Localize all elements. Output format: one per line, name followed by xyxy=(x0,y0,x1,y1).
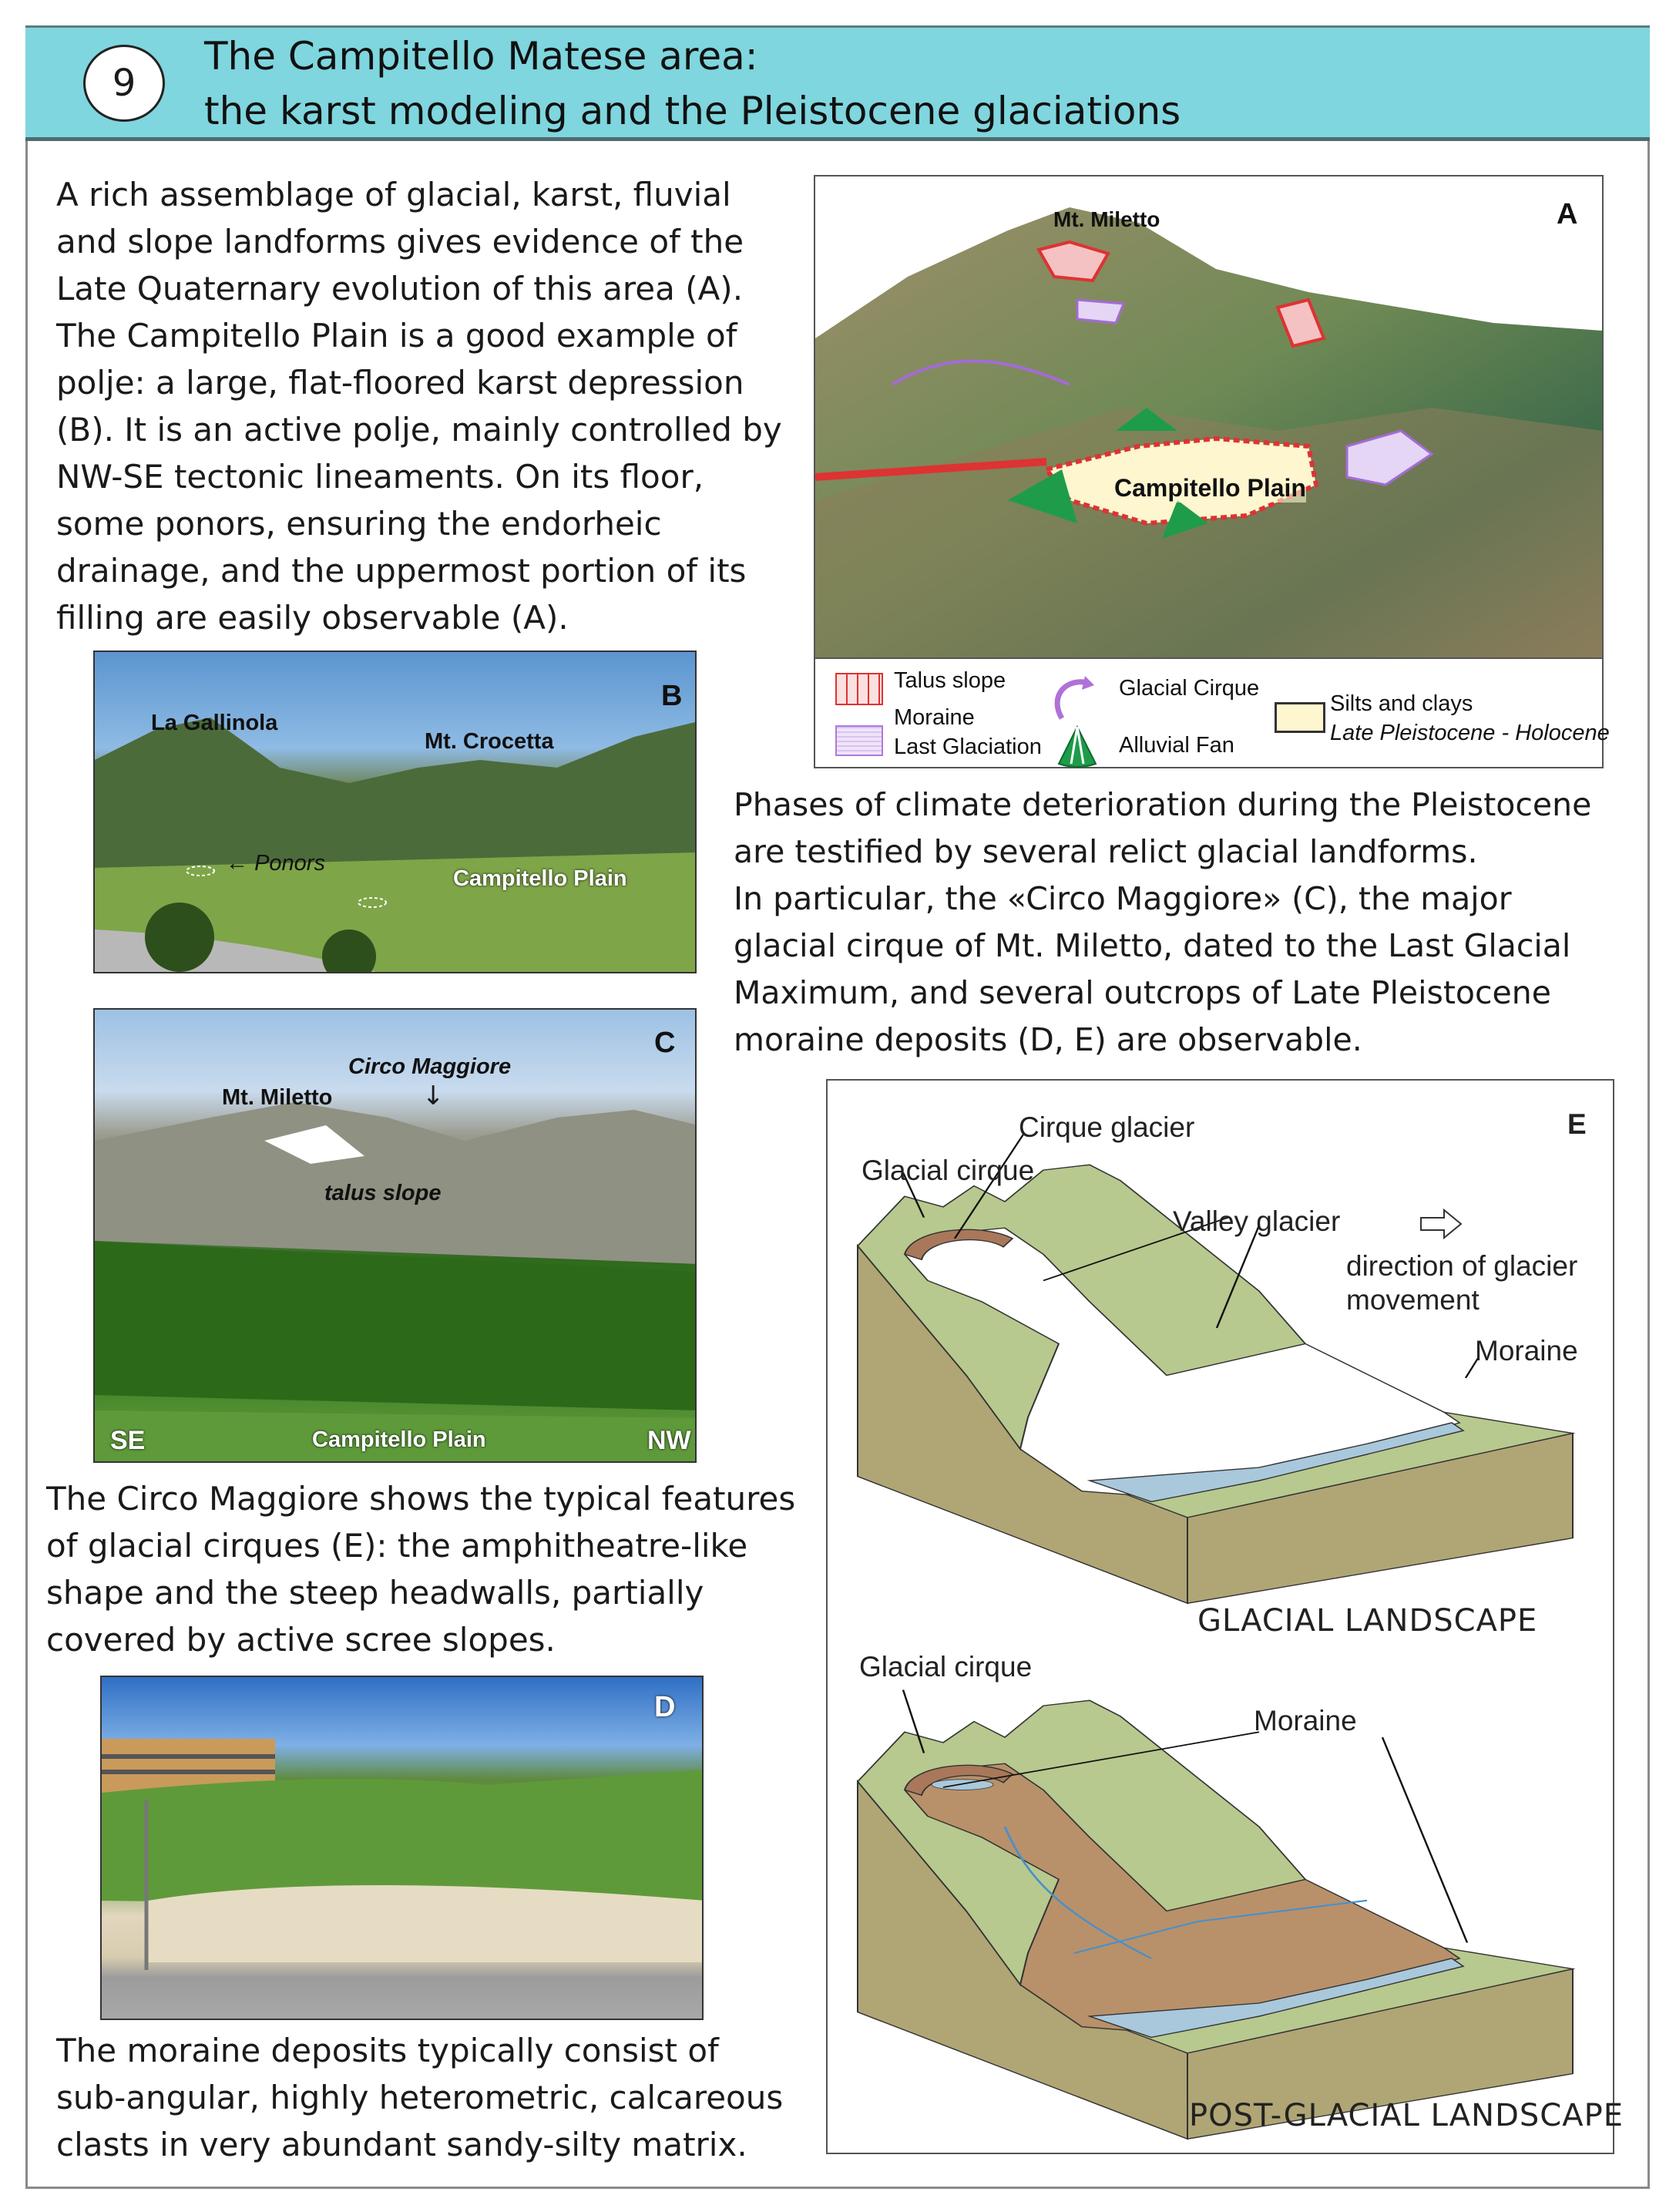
caption-post-glacial-landscape: POST-GLACIAL LANDSCAPE xyxy=(1189,2098,1624,2133)
label-campitello-plain: Campitello Plain xyxy=(453,866,627,891)
text-line: filling are easily observable (A). xyxy=(56,599,569,637)
label-campitello-plain: Campitello Plain xyxy=(1114,474,1306,502)
label-glacial-cirque-2: Glacial cirque xyxy=(859,1651,1033,1683)
legend-silts-clays: Silts and clays xyxy=(1330,691,1473,716)
circo-paragraph xyxy=(46,1475,795,1663)
legend-alluvial-fan: Alluvial Fan xyxy=(1119,733,1234,758)
text-line: and slope landforms gives evidence of the xyxy=(56,223,744,261)
text-line: shape and the steep headwalls, partially xyxy=(46,1574,704,1612)
text-line: clasts in very abundant sandy-silty matrix. xyxy=(56,2126,747,2163)
page-title xyxy=(204,29,1181,139)
text-line: Late Quaternary evolution of this area (A). xyxy=(56,270,744,308)
label-mt-miletto: Mt. Miletto xyxy=(222,1085,333,1110)
text-line: moraine deposits (D, E) are observable. xyxy=(734,1021,1362,1058)
text-line: of glacial cirques (E): the amphitheatre-like xyxy=(46,1527,748,1565)
post-glacial-block-diagram xyxy=(858,1690,1573,2140)
alluvial-fan-icon xyxy=(1056,725,1099,768)
label-circo-maggiore: Circo Maggiore xyxy=(348,1054,512,1079)
label-direction-line-1: direction of glacier xyxy=(1346,1250,1578,1282)
photo-d-moraine-outcrop xyxy=(100,1676,704,2020)
text-line: are testified by several relict glacial landforms. xyxy=(734,833,1478,870)
text-line: (B). It is an active polje, mainly controlled by xyxy=(56,411,782,449)
text-line: Maximum, and several outcrops of Late Pleistocene xyxy=(734,974,1551,1011)
panel-letter-b: B xyxy=(661,680,683,712)
text-line: The Circo Maggiore shows the typical features xyxy=(46,1480,796,1518)
label-campitello-plain: Campitello Plain xyxy=(312,1427,486,1452)
panel-letter-d: D xyxy=(654,1691,676,1723)
photo-c-circo-maggiore xyxy=(93,1008,697,1463)
label-ponors: ← Ponors xyxy=(226,851,325,876)
legend-age: Late Pleistocene - Holocene xyxy=(1330,721,1610,745)
legend-divider xyxy=(815,657,1602,659)
intro-paragraph xyxy=(56,171,782,641)
label-glacial-cirque: Glacial cirque xyxy=(862,1155,1035,1186)
label-mt-crocetta: Mt. Crocetta xyxy=(425,729,554,754)
direction-arrow-icon xyxy=(1421,1210,1461,1238)
down-arrow-icon: ↓ xyxy=(422,1081,445,1111)
label-nw: NW xyxy=(647,1426,691,1455)
geomorphological-map-a xyxy=(814,175,1610,768)
text-line: sub-angular, highly heterometric, calcareous xyxy=(56,2079,784,2116)
text-line: The moraine deposits typically consist of xyxy=(56,2032,719,2069)
phases-paragraph xyxy=(734,782,1591,1064)
caption-glacial-landscape: GLACIAL LANDSCAPE xyxy=(1197,1603,1538,1639)
label-se: SE xyxy=(110,1426,146,1455)
silts-clays-swatch xyxy=(1275,702,1325,733)
glacial-cirque-icon xyxy=(1046,676,1100,722)
text-line: NW-SE tectonic lineaments. On its floor, xyxy=(56,458,704,496)
panel-letter-a: A xyxy=(1557,198,1578,230)
moraine-swatch xyxy=(835,725,883,756)
legend-last-glaciation: Last Glaciation xyxy=(894,735,1042,759)
glacial-block-diagram xyxy=(858,1133,1573,1603)
moraine-paragraph xyxy=(56,2027,783,2168)
text-line: In particular, the «Circo Maggiore» (C), the major xyxy=(734,880,1512,917)
stop-number-badge: 9 xyxy=(83,45,165,122)
label-moraine: Moraine xyxy=(1475,1335,1578,1367)
photo-b-campitello-plain xyxy=(93,650,697,973)
title-line-1: The Campitello Matese area: xyxy=(204,34,758,79)
label-talus-slope: talus slope xyxy=(324,1181,442,1205)
legend-talus-slope: Talus slope xyxy=(894,668,1006,693)
label-la-gallinola: La Gallinola xyxy=(151,711,278,735)
text-line: drainage, and the uppermost portion of its xyxy=(56,552,747,590)
diagram-e-glacial-landscapes xyxy=(826,1079,1624,2154)
label-moraine-2: Moraine xyxy=(1254,1705,1357,1736)
label-direction-line-2: movement xyxy=(1346,1284,1480,1316)
title-line-2: the karst modeling and the Pleistocene glaciations xyxy=(204,89,1181,133)
text-line: some ponors, ensuring the endorheic xyxy=(56,505,662,543)
legend-moraine: Moraine xyxy=(894,705,975,730)
text-line: covered by active scree slopes. xyxy=(46,1621,556,1659)
text-line: glacial cirque of Mt. Miletto, dated to the Last Glacial xyxy=(734,927,1571,964)
text-line: Phases of climate deterioration during the Pleistocene xyxy=(734,786,1592,823)
panel-letter-e: E xyxy=(1567,1108,1587,1140)
label-valley-glacier: Valley glacier xyxy=(1173,1205,1341,1237)
text-line: The Campitello Plain is a good example of xyxy=(56,317,737,355)
terrain-3d-image xyxy=(815,176,1602,657)
panel-letter-c: C xyxy=(654,1027,676,1059)
text-line: polje: a large, flat-floored karst depression xyxy=(56,364,744,402)
legend-glacial-cirque: Glacial Cirque xyxy=(1119,676,1260,701)
label-cirque-glacier: Cirque glacier xyxy=(1019,1111,1195,1143)
talus-slope-swatch xyxy=(835,673,883,705)
label-mt-miletto: Mt. Miletto xyxy=(1053,207,1160,231)
ponors-text: Ponors xyxy=(254,851,325,876)
text-line: A rich assemblage of glacial, karst, fluvial xyxy=(56,176,731,213)
